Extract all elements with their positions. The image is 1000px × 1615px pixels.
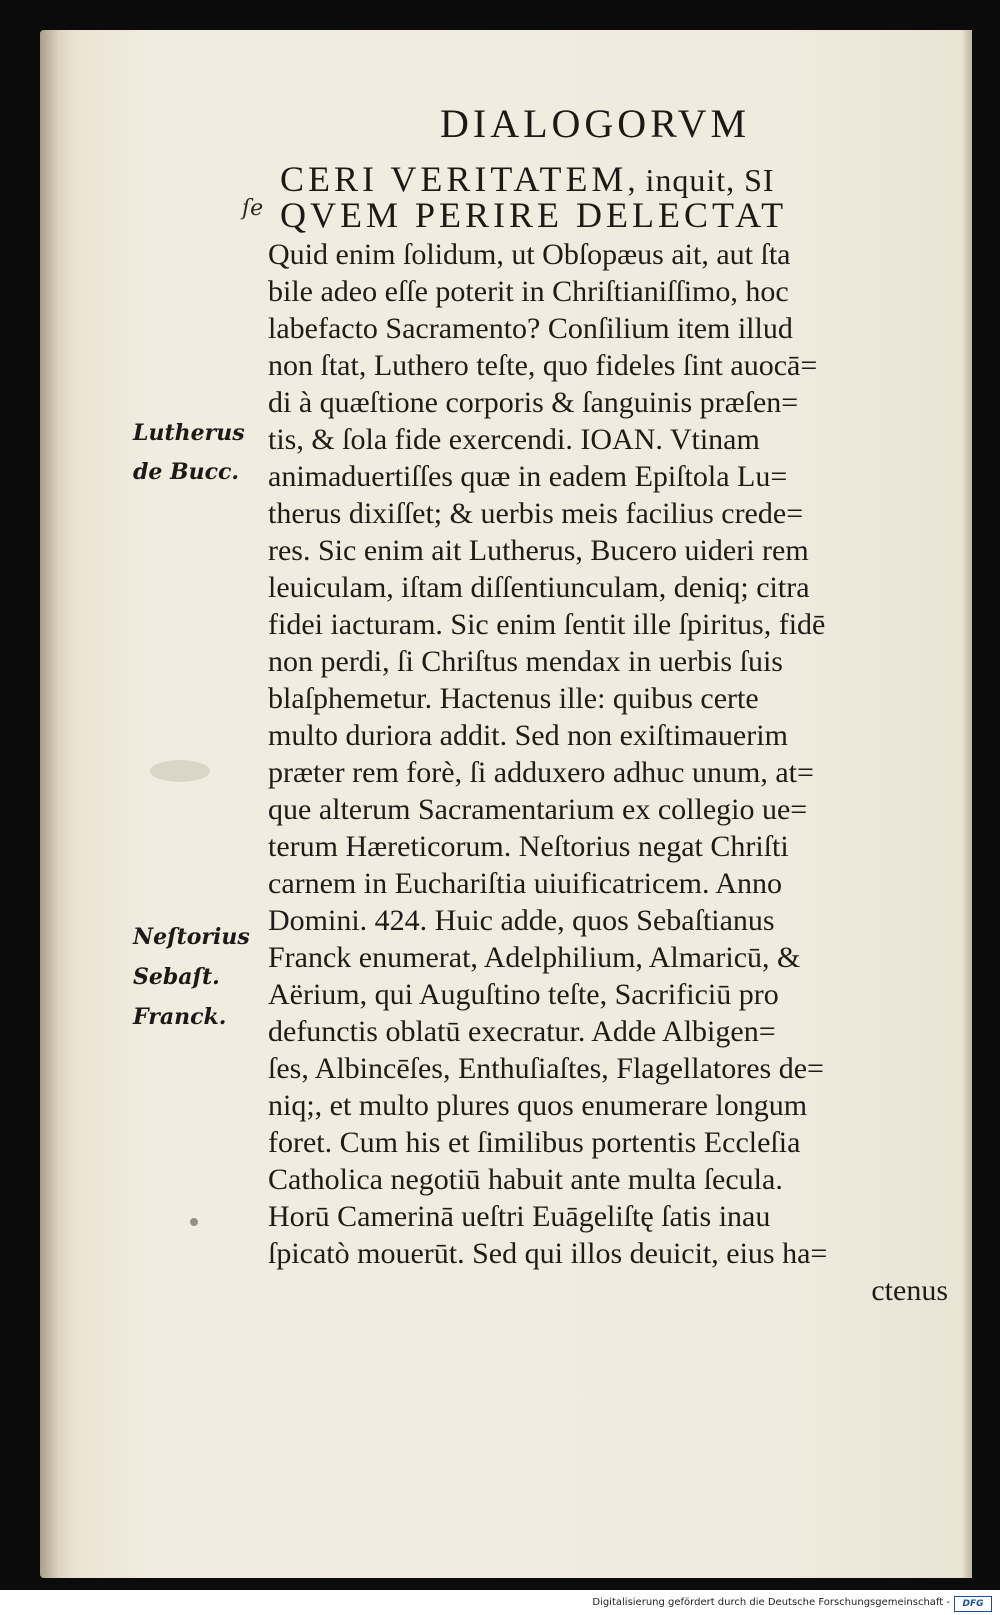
body-line: non perdi, ſi Chriſtus mendax in uerbis ſuis <box>268 645 783 678</box>
marginal-note-sebast: Sebaſt. <box>133 964 220 990</box>
body-line: multo duriora addit. Sed non exiſtimauerim <box>268 719 788 752</box>
body-line: Aërium, qui Auguſtino teſte, Sacrificiū pro <box>268 978 779 1011</box>
catchword: ctenus <box>871 1274 948 1307</box>
body-line: que alterum Sacramentarium ex collegio ue= <box>268 793 808 826</box>
body-line: leuiculam, iſtam diſſentiunculam, deniq; citra <box>268 571 810 604</box>
marginal-note-lutherus: Lutherus <box>133 420 245 446</box>
body-line: bile adeo eſſe poterit in Chriſtianiſſimo, hoc <box>268 275 789 308</box>
caps-line-2-text: QVEM PERIRE DELECTAT <box>280 195 788 235</box>
body-line: Quid enim ſolidum, ut Obſopæus ait, aut ſta <box>268 238 791 271</box>
ink-smudge <box>190 1218 198 1226</box>
body-line: animaduertiſſes quæ in eadem Epiſtola Lu= <box>268 460 788 493</box>
body-line: blaſphemetur. Hactenus ille: quibus certe <box>268 682 759 715</box>
body-line: di à quæſtione corporis & ſanguinis præſen= <box>268 386 799 419</box>
body-line: carnem in Euchariſtia uiuificatricem. Anno <box>268 867 782 900</box>
ink-smudge <box>150 760 210 782</box>
body-line: labefacto Sacramento? Conſilium item illud <box>268 312 793 345</box>
body-line: terum Hæreticorum. Neſtorius negat Chriſti <box>268 830 789 863</box>
footer-credit: Digitalisierung gefördert durch die Deutsche Forschungsgemeinschaft - <box>592 1597 950 1608</box>
marginal-note-nestorius: Neſtorius <box>133 924 250 950</box>
caps-line-1-text: CERI VERITATEM <box>280 159 628 199</box>
body-line: tis, & ſola fide exercendi. IOAN. Vtinam <box>268 423 760 456</box>
caps-line-2 <box>280 194 787 236</box>
body-line: niq;, et multo plures quos enumerare longum <box>268 1089 808 1122</box>
body-line: Catholica negotiū habuit ante multa ſecula. <box>268 1163 783 1196</box>
marginal-note-de-bucc: de Bucc. <box>133 459 240 485</box>
caps-line-1-tail: , inquit, SI <box>627 162 775 198</box>
body-line: therus dixiſſet; & uerbis meis facilius crede= <box>268 497 804 530</box>
body-line: præter rem forè, ſi adduxero adhuc unum, at= <box>268 756 814 789</box>
dfg-logo: DFG <box>954 1596 992 1612</box>
left-small-mark: ſe <box>242 196 264 221</box>
body-line: defunctis oblatū execratur. Adde Albigen= <box>268 1015 776 1048</box>
footer-bar <box>0 1594 1000 1615</box>
running-head: DIALOGORVM <box>440 101 751 146</box>
body-text <box>268 236 948 1309</box>
body-line: Franck enumerat, Adelphilium, Almaricū, & <box>268 941 801 974</box>
marginal-note-franck: Franck. <box>133 1004 227 1030</box>
page-fore-edge <box>962 30 972 1578</box>
body-line: foret. Cum his et ſimilibus portentis Eccleſia <box>268 1126 801 1159</box>
page-gutter-edge <box>40 30 58 1578</box>
body-line: non ſtat, Luthero teſte, quo fideles ſint auocā= <box>268 349 818 382</box>
body-line: ſes, Albincēſes, Enthuſiaſtes, Flagellatores de= <box>268 1052 824 1085</box>
body-line: fidei iacturam. Sic enim ſentit ille ſpiritus, fidē <box>268 608 826 641</box>
body-line: ſpicatò mouerūt. Sed qui illos deuicit, eius ha= <box>268 1237 828 1270</box>
body-line: Domini. 424. Huic adde, quos Sebaſtianus <box>268 904 775 937</box>
body-line: res. Sic enim ait Lutherus, Bucero uideri rem <box>268 534 809 567</box>
body-line: Horū Camerinā ueſtri Euāgeliſtę ſatis inau <box>268 1200 771 1233</box>
